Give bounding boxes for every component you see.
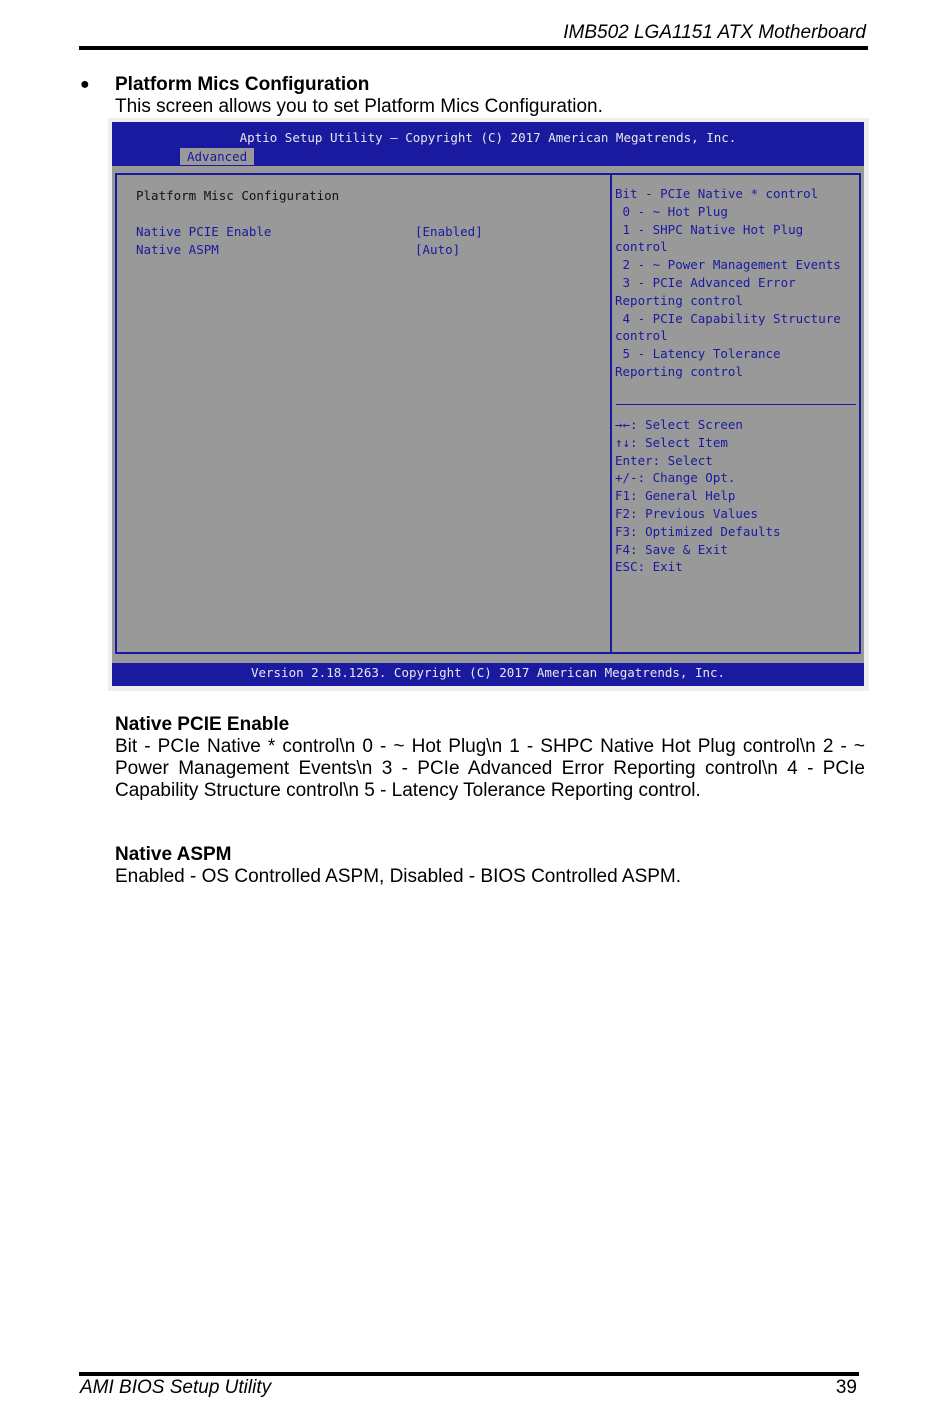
bios-value-native-pcie-enable[interactable]: [Enabled] bbox=[415, 224, 483, 239]
document-title: IMB502 LGA1151 ATX Motherboard bbox=[563, 22, 866, 43]
bios-help-divider bbox=[616, 404, 856, 405]
bios-key-legend: →←: Select Screen ↑↓: Select Item Enter: Select +/-: Change Opt. F1: General Help F2: Previous Values F3: Optimized Defaults F4: Save & Exit ESC: Exit bbox=[615, 417, 781, 575]
bios-item-native-pcie-enable[interactable]: Native PCIE Enable bbox=[136, 224, 272, 239]
native-aspm-description: Enabled - OS Controlled ASPM, Disabled - BIOS Controlled ASPM. bbox=[115, 866, 682, 887]
page-number: 39 bbox=[835, 1377, 857, 1398]
bios-help-panel bbox=[610, 173, 861, 654]
bios-status-bar bbox=[112, 663, 864, 686]
bullet-icon: ● bbox=[80, 76, 90, 93]
bios-version: Version 2.18.1263. Copyright (C) 2017 American Megatrends, Inc. bbox=[250, 665, 726, 680]
footer-rule bbox=[79, 1372, 859, 1376]
native-pcie-enable-description: Bit - PCIe Native * control\n 0 - ~ Hot Plug\n 1 - SHPC Native Hot Plug control\n 2 - ~ Power Management Events\n 3 - PCIe Advanced Error Reporting control\n 4 - PCIe Capability Structure control\n 5 - Latency Tolerance Reporting control. bbox=[115, 736, 865, 801]
bios-tab-advanced[interactable]: Advanced bbox=[180, 148, 254, 165]
bios-value-native-aspm[interactable]: [Auto] bbox=[415, 242, 461, 257]
native-aspm-title: Native ASPM bbox=[115, 844, 232, 865]
bios-screen bbox=[112, 122, 864, 686]
bios-screenshot bbox=[108, 118, 869, 691]
bios-item-native-aspm[interactable]: Native ASPM bbox=[136, 242, 219, 257]
bios-main-panel bbox=[115, 173, 610, 654]
bios-title-bar bbox=[112, 122, 864, 166]
footer-title: AMI BIOS Setup Utility bbox=[80, 1377, 272, 1398]
header-rule bbox=[79, 46, 868, 50]
native-pcie-enable-title: Native PCIE Enable bbox=[115, 714, 290, 735]
bios-section-title: Platform Misc Configuration bbox=[136, 188, 340, 203]
bios-title: Aptio Setup Utility – Copyright (C) 2017 American Megatrends, Inc. bbox=[239, 130, 737, 145]
bios-help-text: Bit - PCIe Native * control 0 - ~ Hot Plug 1 - SHPC Native Hot Plug control 2 - ~ Power Management Events 3 - PCIe Advanced Error Reporting control 4 - PCIe Capability Structure control 5 - Latency Tolerance Reporting control bbox=[615, 186, 841, 379]
section-title: Platform Mics Configuration bbox=[115, 74, 370, 95]
section-description: This screen allows you to set Platform Mics Configuration. bbox=[115, 96, 603, 117]
